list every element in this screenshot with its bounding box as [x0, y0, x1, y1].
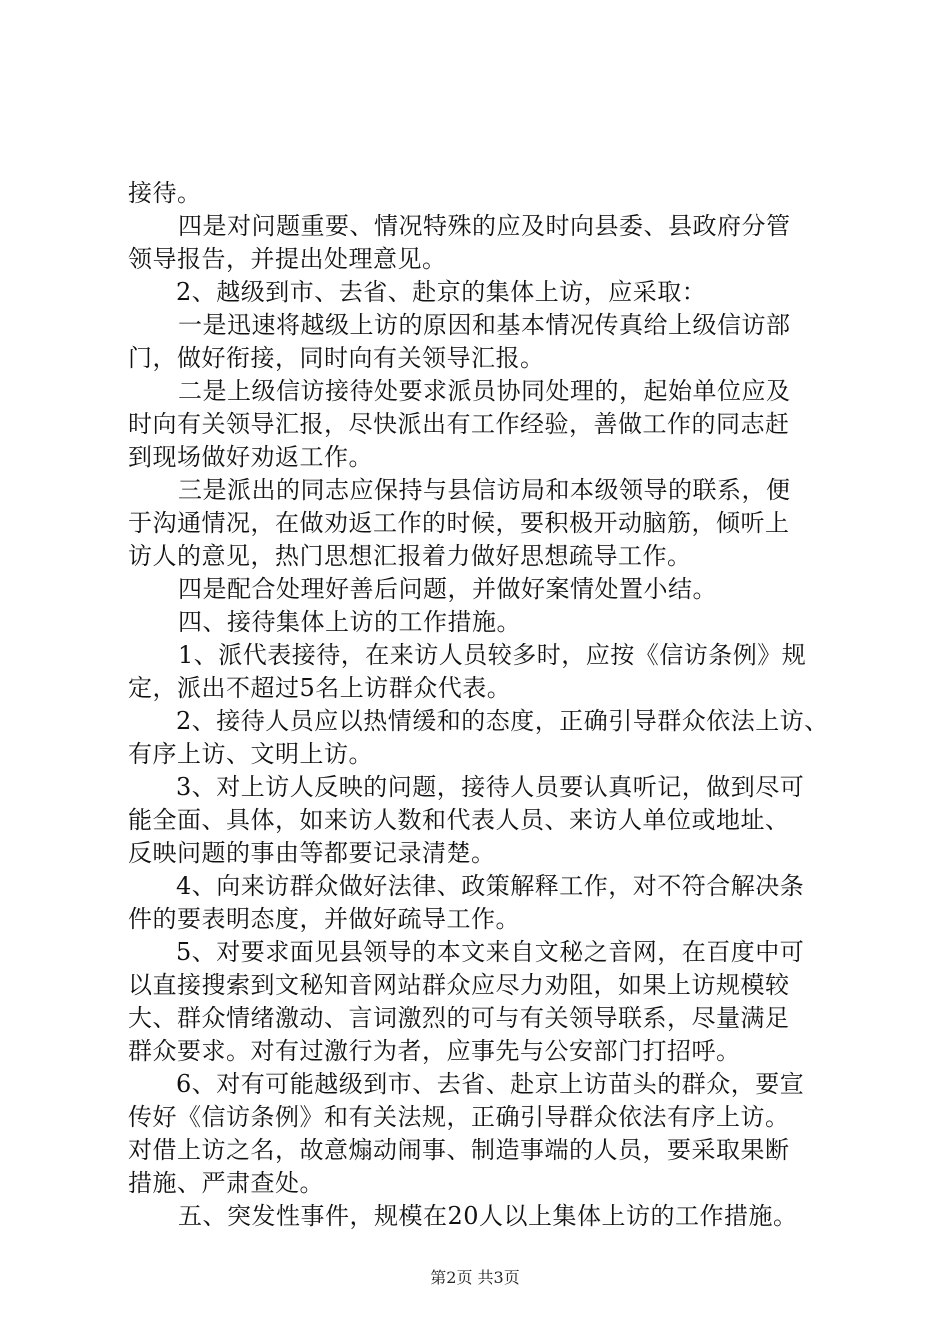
- text-line: 3、对上访人反映的问题，接待人员要认真听记，做到尽可: [176, 773, 805, 801]
- text-line: 措施、严肃查处。: [128, 1169, 324, 1197]
- section-heading: 四、接待集体上访的工作措施。: [178, 608, 521, 636]
- text-line: 传好《信访条例》和有关法规，正确引导群众依法有序上访。: [128, 1103, 790, 1131]
- text-line: 以直接搜索到文秘知音网站群众应尽力劝阻，如果上访规模较: [128, 971, 790, 999]
- text-line: 反映问题的事由等都要记录清楚。: [128, 839, 496, 867]
- text-line: 访人的意见，热门思想汇报着力做好思想疏导工作。: [128, 542, 692, 570]
- text-line: 6、对有可能越级到市、去省、赴京上访苗头的群众，要宣: [176, 1070, 805, 1098]
- text-line: 大、群众情绪激动、言词激烈的可与有关领导联系，尽量满足: [128, 1004, 790, 1032]
- text-line: 群众要求。对有过激行为者，应事先与公安部门打招呼。: [128, 1037, 741, 1065]
- text-line: 时向有关领导汇报，尽快派出有工作经验，善做工作的同志赶: [128, 410, 790, 438]
- text-line: 能全面、具体，如来访人数和代表人员、来访人单位或地址、: [128, 806, 790, 834]
- text-line: 三是派出的同志应保持与县信访局和本级领导的联系，便: [178, 476, 791, 504]
- text-line: 2、接待人员应以热情缓和的态度，正确引导群众依法上访、: [176, 707, 829, 735]
- text-line: 到现场做好劝返工作。: [128, 443, 373, 471]
- page-number-footer: 第2页 共3页: [430, 1268, 520, 1287]
- text-line: 有序上访、文明上访。: [128, 740, 373, 768]
- text-line: 于沟通情况，在做劝返工作的时候，要积极开动脑筋，倾听上: [128, 509, 790, 537]
- text-line: 对借上访之名，故意煽动闹事、制造事端的人员，要采取果断: [128, 1136, 790, 1164]
- text-line: 门，做好衔接，同时向有关领导汇报。: [128, 344, 545, 372]
- text-line: 1、派代表接待，在来访人员较多时，应按《信访条例》规: [178, 641, 807, 669]
- text-line: 件的要表明态度，并做好疏导工作。: [128, 905, 520, 933]
- section-heading: 五、突发性事件，规模在20人以上集体上访的工作措施。: [178, 1202, 798, 1230]
- text-line: 一是迅速将越级上访的原因和基本情况传真给上级信访部: [178, 311, 791, 339]
- text-line: 四是对问题重要、情况特殊的应及时向县委、县政府分管: [178, 212, 791, 240]
- text-line: 2、越级到市、去省、赴京的集体上访，应采取：: [176, 278, 707, 306]
- text-line: 定，派出不超过5名上访群众代表。: [128, 674, 512, 702]
- text-line: 四是配合处理好善后问题，并做好案情处置小结。: [178, 575, 717, 603]
- text-line: 4、向来访群众做好法律、政策解释工作，对不符合解决条: [176, 872, 805, 900]
- text-line: 二是上级信访接待处要求派员协同处理的，起始单位应及: [178, 377, 791, 405]
- text-line: 5、对要求面见县领导的本文来自文秘之音网，在百度中可: [176, 938, 805, 966]
- text-line: 领导报告，并提出处理意见。: [128, 245, 447, 273]
- text-line: 接待。: [128, 179, 202, 207]
